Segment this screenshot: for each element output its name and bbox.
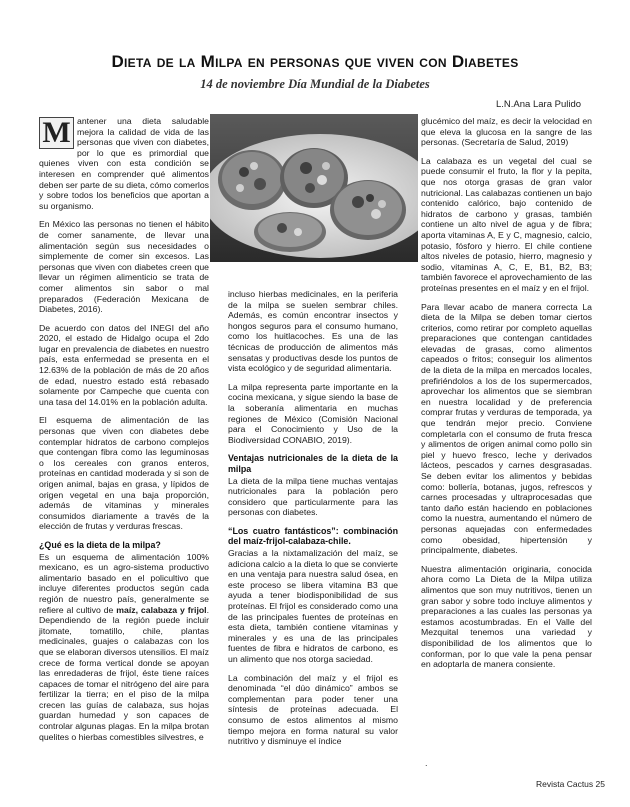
column-1: [39, 116, 209, 786]
paragraph: Gracias a la nixtamalización del maíz, se adiciona calcio a la dieta lo que se convierte en una ventaja para nuestra salud ósea, en este proceso se libera vitamina B3 que ayuda a tener biodisponibilidad de sus proteínas. El frijol es considerado como una de las principales fuentes de proteínas en esta dieta, también contiene vitaminas y minerales y es una de las principales fuentes de fibra e hidratos de carbono, es un alimento que nos otorga saciedad.: [228, 548, 398, 664]
article-subtitle: 14 de noviembre Día Mundial de la Diabetes: [200, 77, 430, 91]
paragraph: glucémico del maíz, es decir la velocidad en que eleva la glucosa en la sangre de las personas. (Secretaría de Salud, 2019): [421, 116, 592, 148]
paragraph: Para llevar acabo de manera correcta La dieta de la Milpa se deben tomar ciertos criterios, como retirar por completo aquellas preparaciones que contengan cantidades elevadas de grasas, como alimentos capeados o fritos; conseguir los alimentos de la dieta de la milpa en mercados locales, prefiriéndolos a los de los supermercados, aprovechar los alimentos que se siembran en nuestra localidad y de preferencia comprar frutas y verduras de temporada, ya que tendrán mejor precio. Conviene completarla con el consumo de fruta fresca y alimentos de origen animal como pollo sin piel y huevo fresco, leche y derivados lácteos, pescados y carnes desgrasadas. Se deben evitar los alimentos y bebidas como: bollería, botanas, jugos, refrescos y carnes procesadas y ultraprocesadas que tanto daño están haciendo en poblaciones como la nuestra, aumentando el número de personas aquejadas con enfermedades como obesidad, hipertensión y principalmente, diabetes.: [421, 301, 592, 556]
food-photo: [210, 114, 418, 262]
paragraph: En México las personas no tienen el hábito de comer sanamente, de llevar una alimentación según sus necesidades o simplemente de comer sin excesos. Las personas que viven con diabetes creen que llevar un régimen alimenticio se trata de comer alimentos sin sabor o mal preparados (Federación Mexicana de Diabetes, 2016).: [39, 219, 209, 315]
column-3: [421, 116, 592, 776]
paragraph: incluso hierbas medicinales, en la periferia de la milpa se suelen sembrar chiles. Además, es común encontrar insectos y hongos seguros para el consumo humano, como los huitlacoches. Es una de las técnicas de producción de alimentos más sensatas y productivas desde los puntos de vista ecológico y de seguridad alimentaria.: [228, 289, 398, 374]
paragraph-text: . Dependiendo de la región puede incluir jitomate, tomatillo, chile, plantas medicinales, guajes o calabazas con los que se elaboran diversos utensilios. El maíz crece de forma vertical donde se apoyan las enredaderas de frijol, éste tiene raíces capaces de tomar el nitrógeno del aire para fertilizar la tierra; en el piso de la milpa crecen las guías de calabaza, sus hojas guardan humedad y son capaces de controlar algunas plagas. En la milpa brotan quelites o hierbas comestibles silvestres, e: [39, 604, 209, 742]
column-2: [228, 289, 398, 769]
paragraph-text: Es un esquema de alimentación 100% mexicano, es un agro-sistema productivo alimentario basado en el policultivo que incluye diferentes productos según cada región de nuestro país, generalmente se refiere al cultivo de: [39, 551, 209, 615]
section-heading: ¿Qué es la dieta de la milpa?: [39, 539, 161, 550]
paragraph: De acuerdo con datos del INEGI del año 2020, el estado de Hidalgo ocupa el 2do lugar en prevalencia de diabetes en nuestro país, esta enfermedad se presenta en el 12.63% de la población de más de 20 años de edad, nuestro estado está rebasado solamente por Campeche que cuenta con una tasa del 14.01% en la población adulta.: [39, 322, 209, 407]
paragraph-intro: [39, 116, 209, 211]
paragraph: [39, 552, 209, 743]
paragraph: La calabaza es un vegetal del cual se puede consumir el fruto, la flor y la pepita, que nos otorga grasas de gran valor nutricional. Las calabazas contienen un bajo contenido calórico, bajo contenido de hidratos de carbono y grasas, también contiene un alto nivel de agua y de fibra; aporta vitaminas A, E y C, magnesio, calcio, potasio, fósforo y hierro. El chile contiene altos niveles de potasio, hierro, magnesio y sodio, vitaminas A, C, E, B1, B2, B3; también favorece el aprovechamiento de las proteínas presentes en el maíz y en el frijol.: [421, 155, 592, 293]
paragraph: Nuestra alimentación originaria, conocida ahora como La Dieta de la Milpa utiliza alimentos que son muy nutritivos, tienen un gran sabor y sobre todo incluye alimentos y preparaciones a las cuales las personas ya estamos acostumbradas. En el Valle del Mezquital tenemos una variedad y disponibilidad de los alimentos que lo conforman, por lo que vale la pena pensar en adoptarla de manera consiente.: [421, 563, 592, 670]
paragraph: La dieta de la milpa tiene muchas ventajas nutricionales para la población pero considero que particularmente para las personas con diabetes.: [228, 475, 398, 518]
article-title: Dieta de la Milpa en personas que viven con Diabetes: [111, 52, 519, 71]
bold-text: maíz, calabaza y frijol: [116, 604, 207, 615]
drop-cap: M: [39, 117, 74, 149]
paragraph: La combinación del maíz y el frijol es denominada “el dúo dinámico” ambos se complementan para poder tener una síntesis de proteínas adecuada. El consumo de estos alimentos al mismo tiempo mejora en forma natural su valor nutritivo y disminuye el índice: [228, 672, 398, 747]
stray-dot: .: [425, 758, 428, 768]
paragraph: La milpa representa parte importante en la cocina mexicana, y sigue siendo la base de la soberanía alimentaria en muchas regiones de México (Comisión Nacional para el Conocimiento y Uso de la Biodiversidad CONABIO, 2019).: [228, 381, 398, 445]
paragraph-text: antener una dieta saludable mejora la calidad de vida de las personas que viven con diabetes, por lo que es primordial que quienes viven con esta condición se interesen en comprender qué alimentos deben ser parte de su dieta, cómo comerlos y sobre todos los beneficios que aportan a su organismo.: [39, 116, 209, 211]
section-heading: Ventajas nutricionales de la dieta de la milpa: [228, 453, 398, 474]
paragraph: El esquema de alimentación de las personas que viven con diabetes debe contemplar hidratos de carbono complejos que contengan fibra como las leguminosas o los cereales con granos enteros, proteínas en cantidad moderada y si son de origen animal, bajas en grasa, y lípidos de origen vegetal en una baja proporción, además de vitaminas y minerales consumidos diariamente a través de la elección de frutas y verduras frescas.: [39, 415, 209, 532]
tostadas-image: [210, 114, 418, 262]
page-footer: Revista Cactus 25: [536, 779, 605, 789]
article-author: L.N.Ana Lara Pulido: [496, 99, 582, 110]
section-heading: “Los cuatro fantásticos”: combinación del maíz-frijol-calabaza-chile.: [228, 525, 398, 547]
